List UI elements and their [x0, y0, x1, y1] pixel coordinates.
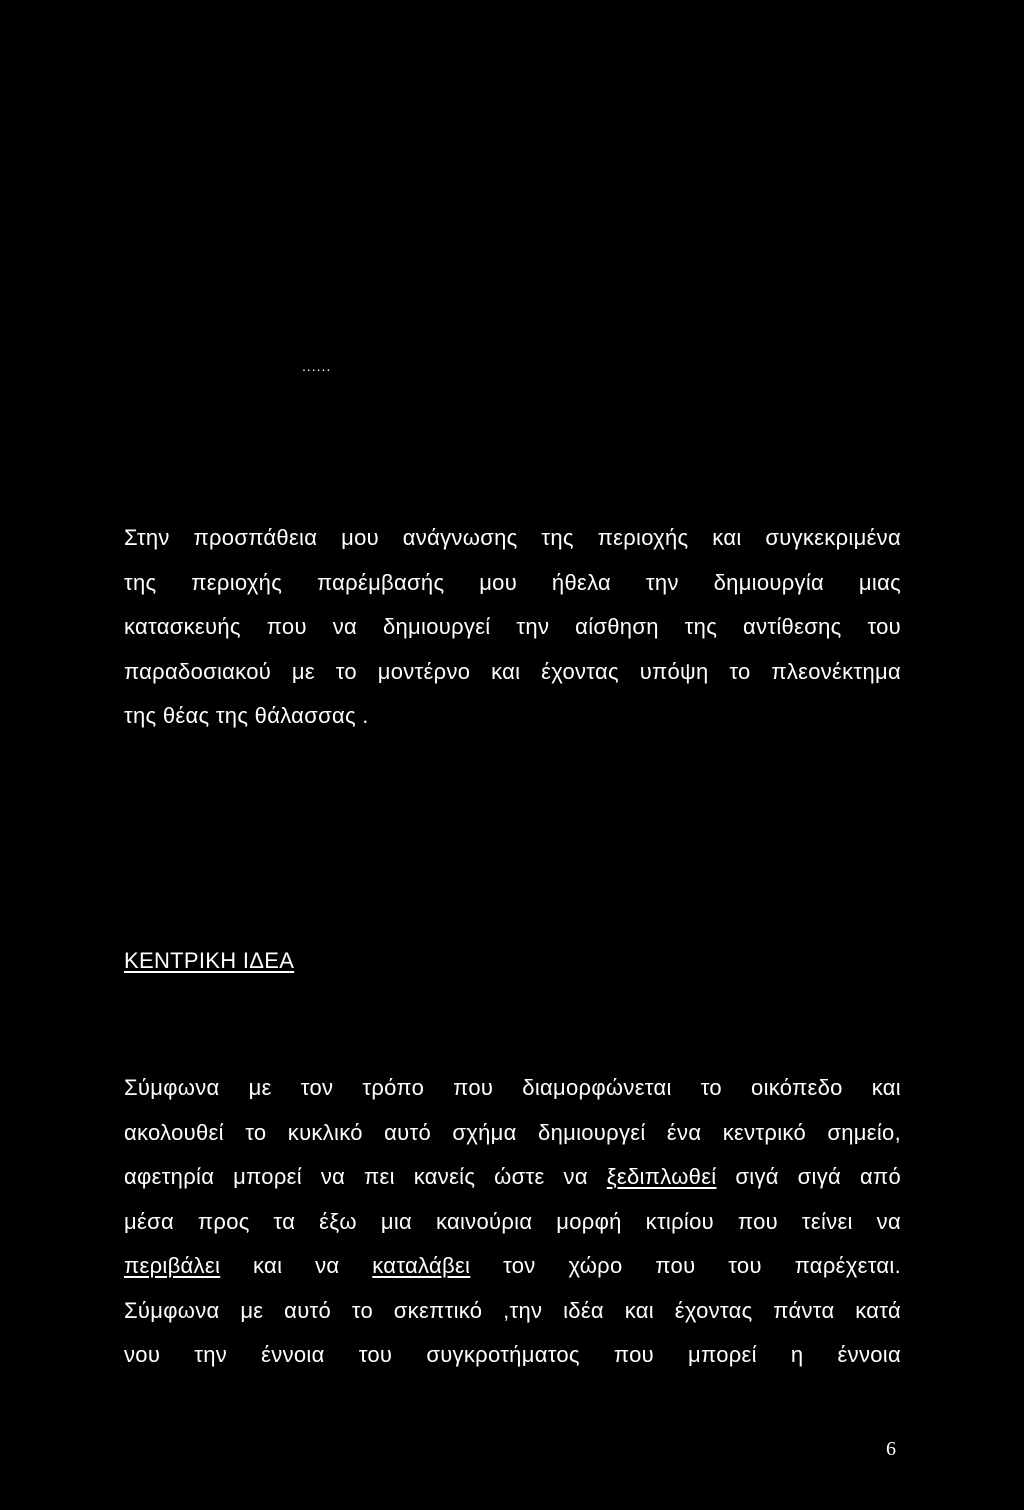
paragraph-line	[124, 1244, 901, 1289]
paragraph-line: Σύμφωνα με αυτό το σκεπτικό ,την ιδέα και έχοντας πάντα κατά	[124, 1297, 901, 1323]
underlined-word: περιβάλει	[124, 1253, 221, 1278]
page-number: 6	[886, 1438, 896, 1460]
section-heading: ΚΕΝΤΡΙΚΗ ΙΔΕΑ	[124, 948, 295, 973]
paragraph-line: κατασκευής που να δημιουργεί την αίσθηση της αντίθεσης του	[124, 614, 901, 639]
underlined-word: ξεδιπλωθεί	[606, 1164, 717, 1189]
intro-paragraph	[124, 516, 901, 739]
paragraph-line: Στην προσπάθεια μου ανάγνωσης της περιοχής και συγκεκριμένα	[124, 525, 901, 550]
paragraph-line: της θέας της θάλασσας .	[124, 703, 369, 728]
line-text: σιγά σιγά από	[716, 1164, 902, 1189]
paragraph-line: νου την έννοια του συγκροτήματος που μπορεί η έννοια	[124, 1342, 901, 1367]
paragraph-line: Σύμφωνα με τον τρόπο που διαμορφώνεται το οικόπεδο και	[124, 1075, 901, 1100]
central-idea-paragraph	[124, 1066, 901, 1378]
line-text: και να	[220, 1253, 373, 1278]
paragraph-line	[124, 1155, 901, 1200]
paragraph-line: της περιοχής παρέμβασής μου ήθελα την δημιουργία μιας	[124, 569, 901, 595]
line-text: αφετηρία μπορεί να πει κανείς ώστε να	[124, 1164, 607, 1189]
paragraph-line: παραδοσιακού με το μοντέρνο και έχοντας υπόψη το πλεονέκτημα	[124, 658, 901, 684]
underlined-word: καταλάβει	[372, 1253, 471, 1278]
paragraph-line: ακολουθεί το κυκλικό αυτό σχήμα δημιουργεί ένα κεντρικό σημείο,	[124, 1119, 901, 1145]
paragraph-line: μέσα προς τα έξω μια καινούρια μορφή κτιρίου που τείνει να	[124, 1208, 901, 1234]
line-text: τον χώρο που του παρέχεται.	[470, 1253, 901, 1278]
top-dots-mark: ......	[302, 358, 332, 374]
